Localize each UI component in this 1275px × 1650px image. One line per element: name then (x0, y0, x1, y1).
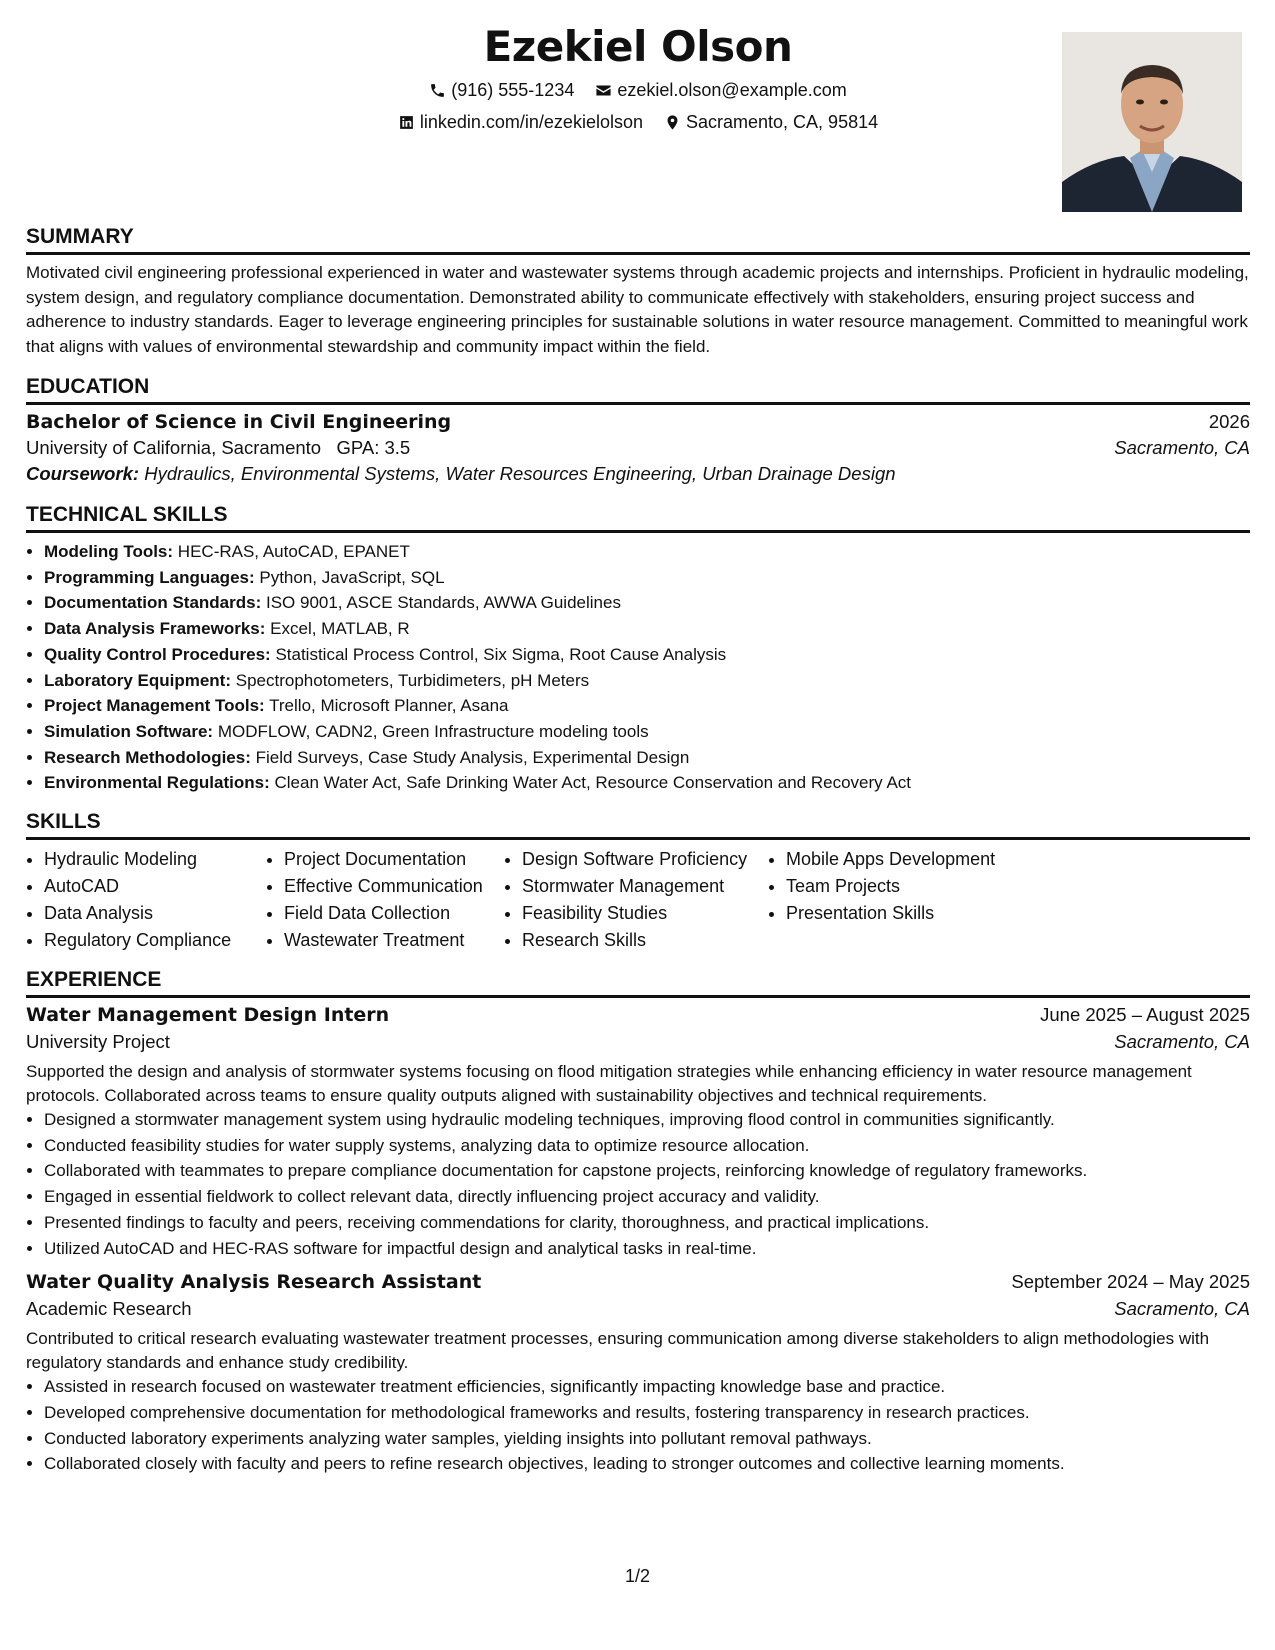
skill-item: • Project Documentation (284, 846, 504, 873)
technical-skill-label: Quality Control Procedures: (44, 644, 271, 664)
school-name: University of California, Sacramento (26, 437, 322, 458)
job-title: Water Management Design Intern (26, 1004, 390, 1027)
technical-skill-value: Statistical Process Control, Six Sigma, Root Cause Analysis (275, 644, 727, 664)
job-bullet: • Collaborated closely with faculty and peers to refine research objectives, leading to stronger outcomes and collective learning moments. (44, 1451, 1250, 1477)
experience-entry (26, 1004, 1250, 1261)
experience-sub-row (26, 1031, 1250, 1053)
skills-column (768, 846, 1028, 954)
job-organization: Academic Research (26, 1298, 192, 1320)
technical-skill-item (44, 745, 1250, 771)
skill-item: • Design Software Proficiency (522, 846, 768, 873)
technical-skills-list (26, 539, 1250, 796)
technical-skill-item (44, 565, 1250, 591)
technical-skill-item (44, 668, 1250, 694)
profile-photo (1062, 32, 1242, 212)
skill-item: • Hydraulic Modeling (44, 846, 266, 873)
degree-title: Bachelor of Science in Civil Engineering (26, 411, 452, 433)
technical-skill-item (44, 719, 1250, 745)
experience-sub-row (26, 1298, 1250, 1320)
phone-contact (429, 80, 574, 101)
location-text: Sacramento, CA, 95814 (686, 112, 879, 132)
email-contact[interactable] (595, 80, 846, 101)
map-pin-icon (664, 114, 681, 131)
skills-section (26, 810, 1250, 954)
resume-header (26, 0, 1250, 225)
linkedin-contact[interactable] (398, 112, 643, 133)
school-location: Sacramento, CA (1114, 437, 1250, 458)
technical-skill-label: Environmental Regulations: (44, 773, 270, 793)
education-row-2 (26, 437, 1250, 459)
technical-skill-label: Project Management Tools: (44, 696, 265, 716)
skill-item: • Stormwater Management (522, 873, 768, 900)
technical-skill-label: Research Methodologies: (44, 747, 251, 767)
job-bullet: • Collaborated with teammates to prepare compliance documentation for capstone projects, reinforcing knowledge of regulatory frameworks. (44, 1158, 1250, 1184)
technical-skill-label: Documentation Standards: (44, 593, 262, 613)
technical-skill-value: MODFLOW, CADN2, Green Infrastructure modeling tools (217, 721, 649, 741)
technical-skill-item (44, 693, 1250, 719)
skills-column (26, 846, 266, 954)
skill-item: • Wastewater Treatment (284, 927, 504, 954)
technical-skill-value: Field Surveys, Case Study Analysis, Experimental Design (255, 747, 690, 767)
job-dates: September 2024 – May 2025 (1011, 1271, 1250, 1293)
experience-header-row (26, 1004, 1250, 1026)
skills-column (266, 846, 504, 954)
job-dates: June 2025 – August 2025 (1040, 1004, 1250, 1026)
technical-skill-label: Laboratory Equipment: (44, 670, 232, 690)
coursework-list: Hydraulics, Environmental Systems, Water Resources Engineering, Urban Drainage Design (144, 463, 896, 484)
email-address[interactable]: ezekiel.olson@example.com (617, 80, 847, 100)
phone-number: (916) 555-1234 (451, 80, 575, 100)
job-bullet: • Presented findings to faculty and peers, receiving commendations for clarity, thoroughness, and practical implications. (44, 1210, 1250, 1236)
summary-section (26, 225, 1250, 359)
school-line (26, 437, 410, 459)
technical-skill-item (44, 616, 1250, 642)
technical-skill-label: Simulation Software: (44, 721, 214, 741)
job-location: Sacramento, CA (1114, 1298, 1250, 1320)
education-section (26, 375, 1250, 485)
education-heading: EDUCATION (26, 375, 1250, 405)
linkedin-url[interactable]: linkedin.com/in/ezekielolson (419, 112, 643, 132)
job-organization: University Project (26, 1031, 170, 1053)
technical-skill-item (44, 642, 1250, 668)
skill-item: • AutoCAD (44, 873, 266, 900)
job-bullets (26, 1107, 1250, 1261)
gpa: GPA: 3.5 (336, 437, 411, 458)
experience-section (26, 968, 1250, 1477)
job-bullet: • Assisted in research focused on wastewater treatment efficiencies, significantly impacting knowledge base and practice. (44, 1374, 1250, 1400)
resume-page (26, 0, 1250, 1477)
education-row-1 (26, 411, 1250, 433)
summary-text: Motivated civil engineering professional experienced in water and wastewater systems through academic projects and internships. Proficient in hydraulic modeling, system design, and regulatory compliance documentation. Demonstrated ability to communicate effectively with stakeholders, ensuring project success and adherence to industry standards. Eager to leverage engineering principles for sustainable solutions in water resource management. Committed to meaningful work that aligns with values of environmental stewardship and community impact within the field. (26, 263, 1249, 356)
job-bullets (26, 1374, 1250, 1477)
skill-item: • Data Analysis (44, 900, 266, 927)
technical-skills-section (26, 503, 1250, 796)
job-bullet: • Engaged in essential fieldwork to collect relevant data, directly influencing project accuracy and validity. (44, 1184, 1250, 1210)
skill-item: • Team Projects (786, 873, 1028, 900)
skills-column (504, 846, 768, 954)
technical-skill-label: Modeling Tools: (44, 542, 174, 561)
skill-item: • Presentation Skills (786, 900, 1028, 927)
technical-skill-value: Spectrophotometers, Turbidimeters, pH Meters (235, 670, 590, 690)
job-bullet: • Conducted laboratory experiments analyzing water samples, yielding insights into pollutant removal pathways. (44, 1426, 1250, 1452)
skill-item: • Mobile Apps Development (786, 846, 1028, 873)
location-contact (664, 112, 878, 133)
technical-skill-label: Data Analysis Frameworks: (44, 619, 266, 639)
technical-skill-value: Trello, Microsoft Planner, Asana (269, 696, 509, 716)
technical-skills-heading: TECHNICAL SKILLS (26, 503, 1250, 533)
graduation-year: 2026 (1208, 411, 1250, 432)
experience-entry (26, 1271, 1250, 1477)
candidate-name: Ezekiel Olson (483, 22, 793, 71)
experience-heading: EXPERIENCE (26, 968, 1250, 998)
job-bullet: • Conducted feasibility studies for water supply systems, analyzing data to optimize resource allocation. (44, 1133, 1250, 1159)
page-number: 1/2 (624, 1566, 651, 1586)
skill-item: • Feasibility Studies (522, 900, 768, 927)
technical-skill-item (44, 770, 1250, 796)
job-location: Sacramento, CA (1114, 1031, 1250, 1053)
technical-skill-value: HEC-RAS, AutoCAD, EPANET (177, 542, 410, 561)
skill-item: • Effective Communication (284, 873, 504, 900)
experience-header-row (26, 1271, 1250, 1293)
technical-skill-item (44, 590, 1250, 616)
technical-skill-value: ISO 9001, ASCE Standards, AWWA Guidelines (265, 593, 621, 613)
envelope-icon (595, 82, 612, 99)
experience-list (26, 1004, 1250, 1477)
technical-skill-value: Clean Water Act, Safe Drinking Water Act, Resource Conservation and Recovery Act (274, 773, 912, 793)
summary-heading: SUMMARY (26, 225, 1250, 255)
job-title: Water Quality Analysis Research Assistant (26, 1271, 482, 1294)
coursework-label: Coursework: (26, 463, 140, 484)
linkedin-icon (398, 114, 415, 131)
technical-skill-value: Python, JavaScript, SQL (259, 567, 445, 587)
portrait-illustration (1062, 32, 1242, 212)
technical-skill-item (44, 539, 1250, 565)
skill-item: • Regulatory Compliance (44, 927, 266, 954)
skills-grid (26, 846, 1250, 954)
technical-skill-label: Programming Languages: (44, 567, 255, 587)
phone-icon (429, 82, 446, 99)
job-bullet: • Developed comprehensive documentation for methodological frameworks and results, fostering transparency in research practices. (44, 1400, 1250, 1426)
job-summary: Supported the design and analysis of stormwater systems focusing on flood mitigation strategies while enhancing efficiency in water resource management protocols. Collaborated across teams to ensure quality outputs aligned with sustainability objectives and technical requirements. (26, 1062, 1192, 1105)
job-bullet: • Utilized AutoCAD and HEC-RAS software for impactful design and analytical tasks in real-time. (44, 1236, 1250, 1262)
skill-item: • Research Skills (522, 927, 768, 954)
coursework-line (26, 463, 1250, 485)
skill-item: • Field Data Collection (284, 900, 504, 927)
technical-skill-value: Excel, MATLAB, R (270, 619, 410, 639)
job-bullet: • Designed a stormwater management system using hydraulic modeling techniques, improving flood control in communities significantly. (44, 1107, 1250, 1133)
job-summary: Contributed to critical research evaluating wastewater treatment processes, ensuring communication among diverse stakeholders to align methodologies with regulatory standards and enhance study credibility. (26, 1329, 1210, 1372)
skills-heading: SKILLS (26, 810, 1250, 840)
